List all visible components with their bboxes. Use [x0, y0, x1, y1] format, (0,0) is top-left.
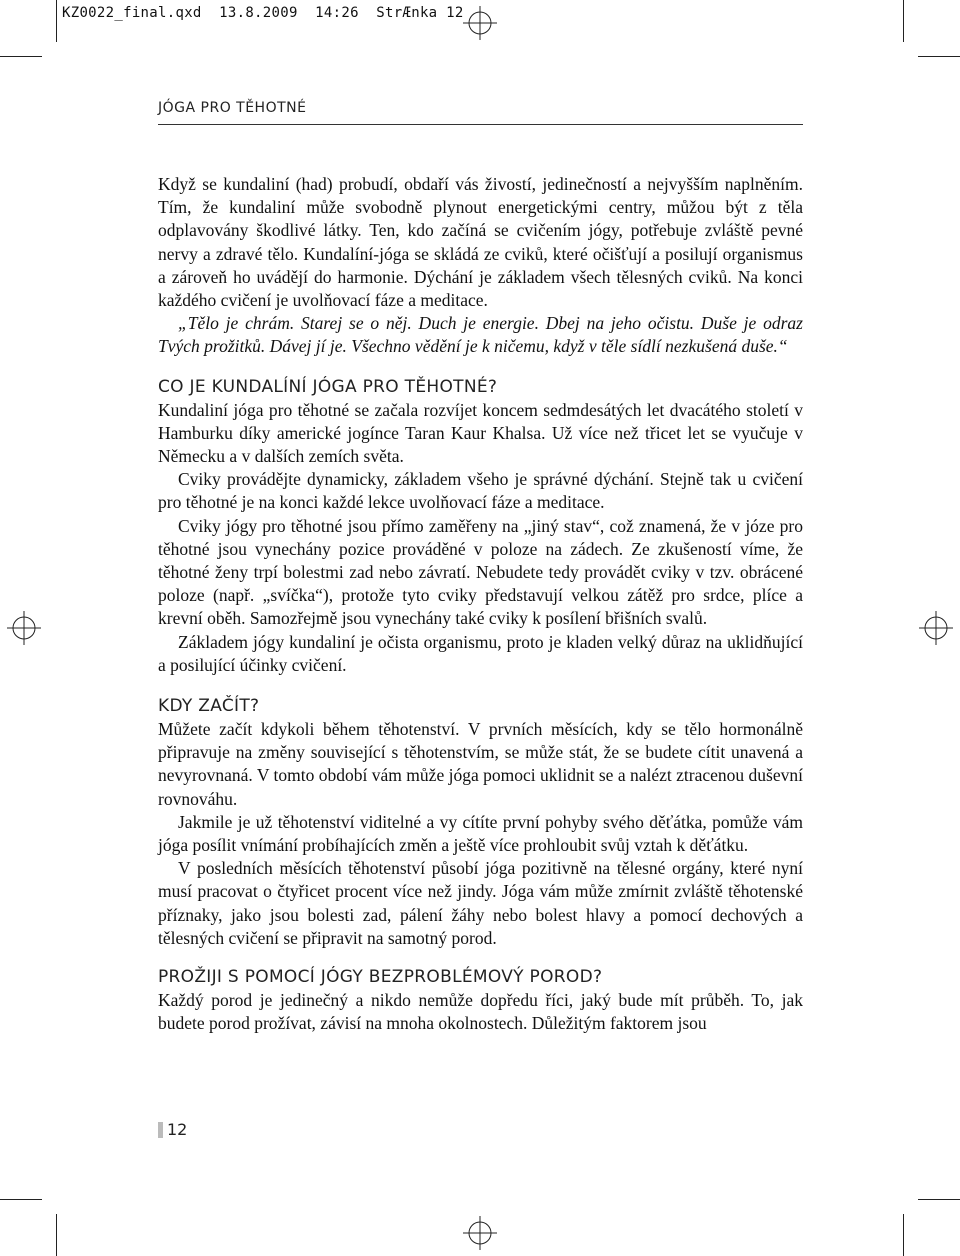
slug-page-label: StrÆnka 12 — [376, 5, 464, 21]
section-heading: CO JE KUNDALÍNÍ JÓGA PRO TĚHOTNÉ? — [158, 376, 498, 397]
registration-mark-icon — [463, 6, 497, 40]
crop-mark — [918, 1199, 960, 1200]
paragraph: Můžete začít kdykoli během těhotenství. V prvních měsících, kdy se tělo hormonálně připravuje na změny související s těhotenstvím, se může stát, že se budete cítit unavená a nevyrovnaná. V tomto období vám může jóga pomoci uklidnit se a nalézt ztracenou duševní rovnováhu. — [158, 719, 803, 809]
page-number — [167, 1120, 187, 1139]
paragraph: V posledních měsících těhotenství působí jóga pozitivně na tělesné orgány, které nyní musí pracovat o čtyřicet procent více než jindy. Jóga vám může zmírnit zvláště těhotenské příznaky, jako jsou bolesti zad, pálení žáhy nebo bolest hlavy a pomocí dechových a tělesných cvičení se připravit na samotný porod. — [158, 858, 803, 948]
header-rule — [158, 124, 803, 125]
section-heading: PROŽIJI S POMOCÍ JÓGY BEZPROBLÉMOVÝ POROD? — [158, 967, 603, 988]
slug-time: 14:26 — [315, 5, 359, 21]
paragraph: Základem jógy kundaliní je očista organismu, proto je kladen velký důraz na uklidňující a posilující účinky cvičení. — [158, 631, 803, 675]
crop-mark — [903, 0, 904, 42]
intro-quote: „Tělo je chrám. Starej se o něj. Duch je energie. Dbej na jeho očistu. Duše je odraz Tvých prožitků. Dávej jí je. Všechno vědění je k ničemu, když v těle sídlí nezkušená duše.“ — [158, 313, 803, 357]
registration-mark-icon — [7, 611, 41, 645]
page-number-text: 12 — [167, 1120, 188, 1139]
crop-mark — [903, 1214, 904, 1256]
crop-mark — [918, 56, 960, 57]
crop-mark — [0, 1199, 42, 1200]
paragraph: Cviky jógy pro těhotné jsou přímo zaměřeny na „jiný stav“, což znamená, že v józe pro těhotné jsou vynechány pozice prováděné v poloze na zádech. Ze zkušeností víme, že těhotné ženy trpí bolestmi zad nebo závratí. Nebudete tedy provádět cviky v tzv. obrácené poloze (např. „svíčka“), protože tyto cviky představují velkou zátěž pro srdce, plíce a krevní oběh. Samozřejmě jsou vynechány také cviky k posílení břišních svalů. — [158, 515, 803, 629]
folio-marker — [158, 1122, 163, 1138]
crop-mark — [0, 56, 42, 57]
crop-mark — [56, 1214, 57, 1256]
paragraph: Cviky provádějte dynamicky, základem všeho je správné dýchání. Stejně tak u cvičení pro těhotné je na konci každé lekce uvolňovací fáze a meditace. — [158, 469, 803, 513]
paragraph: Jakmile je už těhotenství viditelné a vy cítíte první pohyby svého děťátka, pomůže vám jóga posílit vnímání probíhajících změn a ještě více prohloubit svůj vztah k děťátku. — [158, 811, 803, 856]
print-slug — [62, 5, 464, 21]
section-heading: KDY ZAČÍT? — [158, 696, 260, 717]
intro-paragraph: Když se kundaliní (had) probudí, obdaří vás živostí, jedinečností a nejvyšším naplněním. Tím, že kundaliní může svobodně plynout energetickými centry, můžou být z těla odplavovány škodlivé látky. Ten, kdo začíná se cvičením jógy, potřebuje zvláště pevné nervy a zdravé tělo. Kundalíní-jóga se skládá ze cviků, které očišťují a posilují organismus a zároveň ho uvádějí do harmonie. Dýchání je základem všech tělesných cviků. Na konci každého cvičení je uvolňovací fáze a meditace. — [158, 174, 803, 311]
slug-filename: KZ0022_final.qxd — [62, 5, 202, 21]
registration-mark-icon — [463, 1216, 497, 1250]
running-header: JÓGA PRO TĚHOTNÉ — [158, 100, 307, 116]
page-body — [158, 173, 803, 1036]
registration-mark-icon — [919, 611, 953, 645]
slug-date: 13.8.2009 — [219, 5, 298, 21]
paragraph: Kundaliní jóga pro těhotné se začala rozvíjet koncem sedmdesátých let dvacátého století v Hamburku díky americké jogínce Taran Kaur Khalsa. Už více než třicet let se vyučuje v Německu a v dalších zemích světa. — [158, 399, 803, 467]
paragraph: Každý porod je jedinečný a nikdo nemůže dopředu říci, jaký bude mít průběh. To, jak budete porod prožívat, závisí na mnoha okolnostech. Důležitým faktorem jsou — [158, 990, 803, 1034]
crop-mark — [56, 0, 57, 42]
